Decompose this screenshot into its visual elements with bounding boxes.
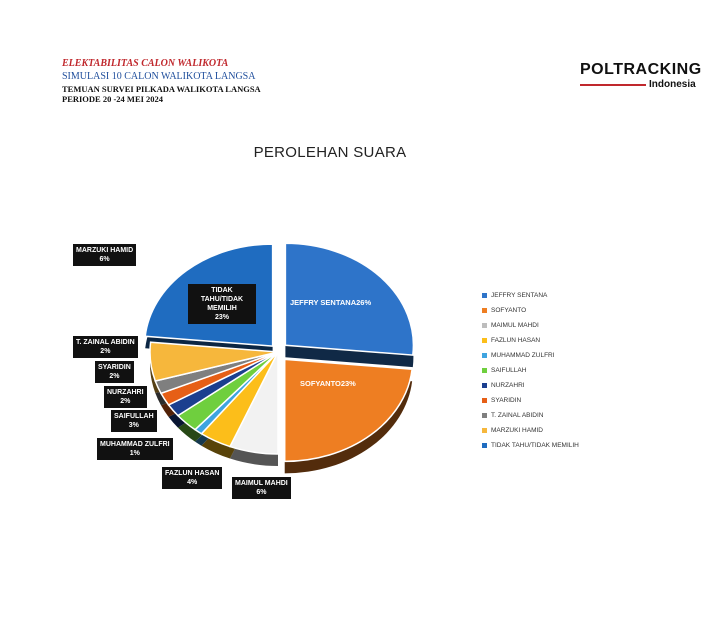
legend-swatch [482,353,487,358]
legend-label: SOFYANTO [491,307,527,314]
data-label-value: 26% [356,298,372,307]
chart-title: PEROLEHAN SUARA [253,144,407,161]
legend-swatch [482,293,487,298]
data-label-value: 1% [129,450,140,457]
data-label-value: 4% [187,479,198,486]
legend-item [482,408,579,423]
legend-label: NURZAHRI [491,382,525,389]
header-title: ELEKTABILITAS CALON WALIKOTA [62,58,229,69]
legend-swatch [482,428,487,433]
data-label [73,336,138,358]
data-label-name: SOFYANTO [300,379,341,388]
legend-item [482,333,579,348]
data-label-value: 6% [99,256,110,263]
data-label [290,298,371,308]
legend-label: TIDAK TAHU/TIDAK MEMILIH [491,442,579,449]
legend-label: SAIFULLAH [491,367,527,374]
data-label [111,410,157,432]
data-label-value: 6% [256,489,267,496]
legend-swatch [482,338,487,343]
legend-item [482,318,579,333]
legend-item [482,438,579,453]
brand-name: POLTRACKING [580,61,702,78]
data-label-value: 2% [100,348,111,355]
legend-swatch [482,308,487,313]
data-label [188,284,256,324]
legend-label: MUHAMMAD ZULFRI [491,352,555,359]
legend-swatch [482,398,487,403]
data-label-value: 23% [214,314,229,321]
data-label [232,477,291,499]
data-label-value: 2% [109,373,120,380]
data-label-name: TIDAK TAHU/TIDAK MEMILIH [200,287,244,312]
legend-item [482,303,579,318]
data-label-name: NURZAHRI [107,389,144,396]
legend-label: MARZUKI HAMID [491,427,543,434]
legend-item [482,348,579,363]
legend-swatch [482,368,487,373]
legend-swatch [482,413,487,418]
data-label-name: T. ZAINAL ABIDIN [76,339,135,346]
legend-swatch [482,443,487,448]
legend-label: SYARIDIN [491,397,522,404]
header-period: PERIODE 20 -24 MEI 2024 [62,94,164,104]
legend-label: T. ZAINAL ABIDIN [491,412,544,419]
legend-label: JEFFRY SENTANA [491,292,548,299]
legend-item [482,378,579,393]
legend-item [482,288,579,303]
chart-legend [482,288,579,453]
data-label-name: JEFFRY SENTANA [290,298,357,307]
data-label-name: MAIMUL MAHDI [235,480,288,487]
legend-swatch [482,383,487,388]
legend-label: FAZLUN HASAN [491,337,541,344]
data-label-name: MUHAMMAD ZULFRI [100,441,170,448]
data-label [97,438,173,460]
data-label-name: MARZUKI HAMID [76,247,134,254]
legend-item [482,423,579,438]
data-label [104,386,147,408]
data-label-name: FAZLUN HASAN [165,470,220,477]
data-label [95,361,134,383]
data-label [162,467,222,489]
data-label [73,244,136,266]
legend-swatch [482,323,487,328]
legend-item [482,363,579,378]
data-label-value: 23% [340,379,356,388]
data-label-name: SYARIDIN [98,364,131,371]
legend-label: MAIMUL MAHDI [491,322,539,329]
brand-sub: Indonesia [649,79,696,90]
pie-slice [285,359,412,461]
header-survey: TEMUAN SURVEI PILKADA WALIKOTA LANGSA [62,84,261,94]
data-label-name: SAIFULLAH [114,413,154,420]
data-label-value: 2% [120,398,131,405]
header-subtitle: SIMULASI 10 CALON WALIKOTA LANGSA [62,71,256,82]
data-label [300,379,356,389]
data-label-value: 3% [128,422,139,429]
legend-item [482,393,579,408]
